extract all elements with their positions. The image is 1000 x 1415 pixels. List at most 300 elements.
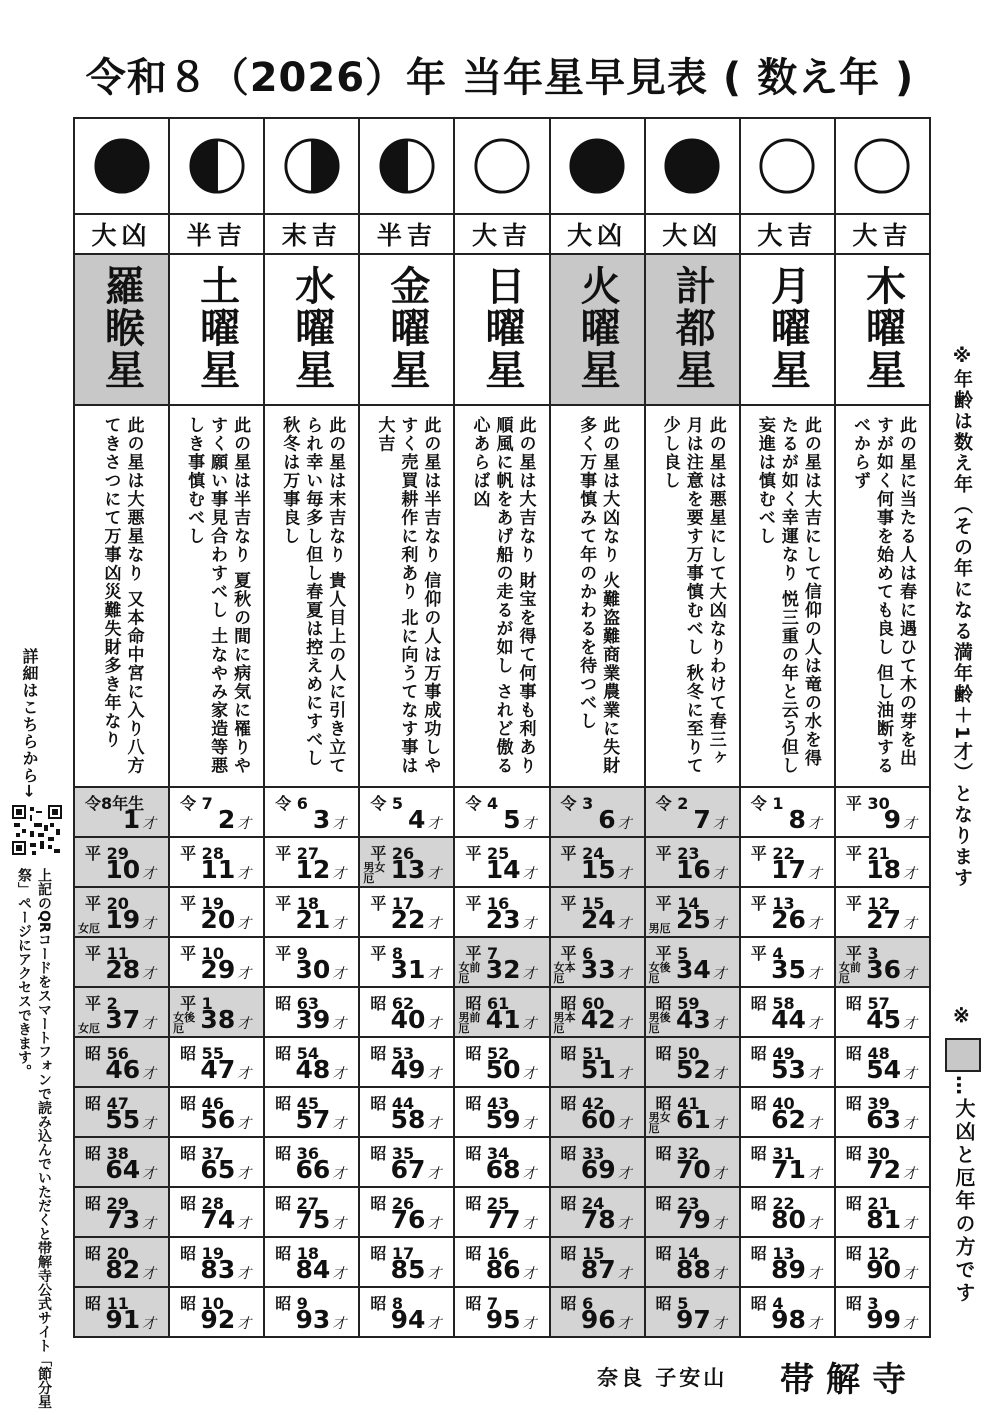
age-value [486, 1305, 537, 1334]
age-note: ※年齢は数え年（その年になる満年齢＋1才）となります [951, 345, 973, 889]
age-value [296, 1105, 347, 1134]
age-value [296, 905, 347, 934]
fortune-label: 大凶 [74, 214, 169, 254]
birth-era-year: 平 26 [370, 844, 415, 863]
age-value [771, 1255, 822, 1284]
age-cell [740, 937, 835, 987]
age-unit: 才 [617, 1116, 632, 1132]
age-unit: 才 [237, 1166, 252, 1182]
age-cell [740, 787, 835, 837]
description-cell [835, 405, 930, 787]
age-number: 96 [580, 1305, 616, 1334]
age-number: 55 [105, 1105, 141, 1134]
age-number: 26 [771, 905, 806, 934]
birth-era-year: 昭 41 [655, 1094, 700, 1113]
age-cell [835, 987, 930, 1037]
age-value [676, 1155, 727, 1184]
yakudoshi-label: 女厄 [78, 922, 100, 935]
birth-era-year: 平 17 [370, 894, 415, 913]
star-name: 火曜星 [574, 264, 622, 391]
age-number: 34 [675, 955, 711, 984]
age-unit: 才 [712, 816, 727, 832]
star-description: 此の星は大吉にして信仰の人は竜の水を得たるが如く幸運なり 悦三重の年と云う但し妄進は慎むべし [754, 416, 821, 775]
age-cell [74, 1137, 169, 1187]
moon-phase-full-black-icon [93, 137, 151, 195]
birth-era-year: 昭 5 [655, 1294, 689, 1313]
age-number: 76 [390, 1205, 426, 1234]
age-unit: 才 [237, 1066, 252, 1082]
birth-era-year: 平 24 [560, 844, 605, 863]
age-number: 38 [200, 1005, 236, 1034]
age-value [296, 855, 347, 884]
age-cell [454, 1087, 549, 1137]
age-cell [740, 1287, 835, 1337]
age-value [408, 805, 441, 834]
birth-era-year: 令 1 [750, 794, 784, 813]
age-unit: 才 [617, 1166, 632, 1182]
birth-era-year: 昭 27 [275, 1194, 320, 1213]
age-number: 66 [295, 1155, 331, 1184]
age-cell [264, 887, 359, 937]
birth-era-year: 平 28 [180, 844, 224, 863]
age-value [200, 1005, 251, 1034]
age-number: 48 [295, 1055, 331, 1084]
yakudoshi-label: 男本厄 [553, 1011, 576, 1035]
age-cell [550, 1137, 645, 1187]
age-number: 2 [217, 805, 236, 834]
age-unit: 才 [712, 866, 727, 882]
age-cell [169, 1287, 264, 1337]
age-unit: 才 [807, 1016, 822, 1032]
page-title: 令和８（2026）年 当年星早見表 ( 数え年 ) [85, 55, 915, 101]
age-value [391, 955, 442, 984]
age-number: 69 [580, 1155, 616, 1184]
age-number: 84 [295, 1255, 331, 1284]
birth-era-year: 平 2 [85, 994, 118, 1013]
age-number: 6 [598, 805, 616, 834]
age-unit: 才 [617, 816, 632, 832]
age-value [391, 1055, 442, 1084]
age-number: 63 [866, 1105, 901, 1134]
age-number: 81 [866, 1205, 901, 1234]
age-number: 22 [390, 905, 426, 934]
age-number: 15 [580, 855, 616, 884]
age-cell [264, 987, 359, 1037]
age-unit: 才 [903, 1116, 917, 1132]
age-number: 24 [580, 905, 616, 934]
age-number: 59 [485, 1105, 521, 1134]
birth-era-year: 令 4 [465, 794, 499, 813]
star-name: 日曜星 [478, 264, 526, 391]
age-row [74, 987, 930, 1037]
age-unit: 才 [712, 1216, 727, 1232]
age-cell [454, 987, 549, 1037]
age-cell [169, 1187, 264, 1237]
age-cell [740, 837, 835, 887]
birth-era-year: 平 20 [85, 894, 129, 913]
age-value [105, 1155, 156, 1184]
age-row [74, 787, 930, 837]
age-row [74, 1087, 930, 1137]
age-number: 10 [105, 855, 141, 884]
age-unit: 才 [522, 916, 537, 932]
age-value [105, 955, 156, 984]
birth-era-year: 昭 46 [180, 1094, 224, 1113]
age-cell [740, 1037, 835, 1087]
age-value [200, 855, 251, 884]
birth-era-year: 平 3 [845, 944, 879, 963]
birth-era-year: 昭 40 [750, 1094, 795, 1113]
birth-era-year: 昭 45 [275, 1094, 320, 1113]
age-unit: 才 [522, 1316, 537, 1332]
age-unit: 才 [807, 1116, 822, 1132]
age-value [866, 1105, 917, 1134]
star-name: 水曜星 [288, 264, 336, 391]
age-unit: 才 [332, 1316, 347, 1332]
age-value [105, 1055, 156, 1084]
age-unit: 才 [807, 1266, 822, 1282]
age-cell [740, 887, 835, 937]
age-number: 89 [771, 1255, 806, 1284]
age-unit: 才 [617, 966, 632, 982]
age-cell [835, 937, 930, 987]
age-unit: 才 [903, 866, 917, 882]
star-cell [359, 254, 454, 405]
birth-era-year: 平 30 [845, 794, 890, 813]
age-cell [74, 1287, 169, 1337]
yakudoshi-label: 男女厄 [648, 1111, 671, 1135]
age-cell [645, 1187, 740, 1237]
description-cell [359, 405, 454, 787]
birth-era-year: 昭 20 [85, 1244, 129, 1263]
birth-era-year: 令 2 [655, 794, 689, 813]
birth-era-year: 平 10 [180, 944, 224, 963]
age-cell [359, 1137, 454, 1187]
birth-era-year: 昭 56 [85, 1044, 129, 1063]
age-value [676, 1005, 727, 1034]
moon-cell [645, 118, 740, 214]
age-value [676, 855, 727, 884]
age-number: 50 [485, 1055, 521, 1084]
age-value [676, 905, 727, 934]
age-unit: 才 [237, 1316, 252, 1332]
birth-era-year: 令8年生 [85, 794, 145, 813]
age-value [200, 1205, 251, 1234]
age-cell [550, 987, 645, 1037]
age-cell [550, 1087, 645, 1137]
age-cell [550, 787, 645, 837]
age-number: 83 [200, 1255, 236, 1284]
age-unit: 才 [237, 1216, 252, 1232]
age-cell [835, 1087, 930, 1137]
age-number: 67 [390, 1155, 426, 1184]
age-value [693, 805, 726, 834]
age-cell [74, 837, 169, 887]
age-unit: 才 [712, 1066, 727, 1082]
age-number: 90 [866, 1255, 901, 1284]
age-unit: 才 [427, 1316, 442, 1332]
age-value [866, 955, 917, 984]
moon-cell [264, 118, 359, 214]
birth-era-year: 昭 7 [465, 1294, 499, 1313]
yakudoshi-label: 男前厄 [458, 1011, 481, 1035]
age-unit: 才 [903, 1266, 917, 1282]
birth-era-year: 昭 44 [370, 1094, 415, 1113]
star-cell [645, 254, 740, 405]
yakudoshi-label: 女前厄 [838, 961, 861, 985]
birth-era-year: 昭 13 [750, 1244, 795, 1263]
birth-era-year: 昭 19 [180, 1244, 224, 1263]
age-number: 31 [390, 955, 426, 984]
age-unit: 才 [617, 866, 632, 882]
age-cell [359, 887, 454, 937]
age-number: 87 [580, 1255, 616, 1284]
age-unit: 才 [142, 1266, 157, 1282]
birth-era-year: 平 18 [275, 894, 320, 913]
age-unit: 才 [807, 916, 822, 932]
age-number: 44 [771, 1005, 806, 1034]
star-name: 計都星 [669, 264, 717, 391]
birth-era-year: 昭 34 [465, 1144, 510, 1163]
age-cell [169, 987, 264, 1037]
age-value [296, 1055, 347, 1084]
birth-era-year: 昭 3 [845, 1294, 879, 1313]
star-cell [454, 254, 549, 405]
birth-era-year: 昭 15 [560, 1244, 605, 1263]
birth-era-year: 昭 28 [180, 1194, 224, 1213]
age-cell [454, 1187, 549, 1237]
age-value [486, 955, 537, 984]
birth-era-year: 昭 6 [560, 1294, 594, 1313]
age-number: 52 [675, 1055, 711, 1084]
birth-era-year: 平 7 [465, 944, 499, 963]
age-number: 36 [866, 955, 901, 984]
age-number: 82 [105, 1255, 141, 1284]
yakudoshi-label: 女本厄 [553, 961, 576, 985]
age-value [391, 1005, 442, 1034]
birth-era-year: 昭 60 [560, 994, 605, 1013]
fortune-label: 大凶 [645, 214, 740, 254]
birth-era-year: 平 13 [750, 894, 795, 913]
age-value [581, 1255, 632, 1284]
age-cell [264, 1037, 359, 1087]
age-cell [550, 937, 645, 987]
age-value [676, 1205, 727, 1234]
birth-era-year: 平 4 [750, 944, 784, 963]
footer-location: 奈良 子安山 [597, 1366, 728, 1390]
yakudoshi-label: 女後厄 [173, 1011, 196, 1035]
star-description: 此の星は大悪星なり 又本命中宮に入り八方てきさつにて万事凶災難失財多き年なり [100, 416, 144, 775]
age-unit: 才 [903, 1166, 917, 1182]
star-description: 此の星は大凶なり 火難盗難商業農業に失財多く万事慎みて年のかわるを待つべし [576, 416, 620, 775]
birth-era-year: 平 6 [560, 944, 594, 963]
age-number: 51 [580, 1055, 616, 1084]
age-unit: 才 [142, 1116, 157, 1132]
age-unit: 才 [807, 966, 822, 982]
age-value [105, 1305, 156, 1334]
age-cell [550, 1287, 645, 1337]
age-value [200, 1155, 251, 1184]
star-name: 羅睺星 [98, 264, 146, 391]
age-unit: 才 [237, 966, 252, 982]
age-value [581, 1105, 632, 1134]
age-unit: 才 [142, 866, 157, 882]
age-number: 88 [675, 1255, 711, 1284]
age-number: 86 [485, 1255, 521, 1284]
age-value [771, 1205, 822, 1234]
age-cell [550, 1237, 645, 1287]
age-value [391, 1105, 442, 1134]
age-unit: 才 [332, 866, 347, 882]
age-value [296, 1005, 347, 1034]
age-number: 32 [485, 955, 521, 984]
age-unit: 才 [617, 1066, 632, 1082]
legend-mark: ※ [953, 1003, 970, 1027]
age-cell [74, 1037, 169, 1087]
age-number: 98 [771, 1305, 806, 1334]
yakudoshi-label: 女前厄 [458, 961, 481, 985]
age-value [391, 905, 442, 934]
moon-cell [359, 118, 454, 214]
moon-phase-half-left-black-icon [378, 137, 436, 195]
description-cell [740, 405, 835, 787]
age-number: 72 [866, 1155, 901, 1184]
fortune-label: 末吉 [264, 214, 359, 254]
age-value [866, 1305, 917, 1334]
age-value [486, 1005, 537, 1034]
birth-era-year: 平 25 [465, 844, 510, 863]
age-value [884, 805, 917, 834]
birth-era-year: 昭 35 [370, 1144, 415, 1163]
age-number: 58 [390, 1105, 426, 1134]
age-unit: 才 [427, 916, 442, 932]
age-number: 79 [675, 1205, 711, 1234]
age-cell [264, 837, 359, 887]
age-number: 39 [295, 1005, 331, 1034]
birth-era-year: 昭 53 [370, 1044, 415, 1063]
age-unit: 才 [712, 966, 727, 982]
description-cell [264, 405, 359, 787]
age-value [391, 1255, 442, 1284]
age-cell [645, 887, 740, 937]
star-name: 土曜星 [193, 264, 241, 391]
age-unit: 才 [617, 1316, 632, 1332]
star-description: 此の星は半吉なり 信仰の人は万事成功しやすく売買耕作に利あり 北に向うてなす事は大吉 [374, 416, 441, 775]
moon-phase-white-icon [853, 137, 911, 195]
age-number: 28 [105, 955, 141, 984]
birth-era-year: 昭 24 [560, 1194, 605, 1213]
qr-instructions: 上記のQRコードをスマートフォンで読み込んでいただくと帯解寺公式サイト「節分星祭」ページにアクセスできます。 [16, 868, 52, 1409]
age-unit: 才 [142, 816, 157, 832]
birth-era-year: 昭 57 [845, 994, 890, 1013]
age-value [486, 855, 537, 884]
age-cell [454, 787, 549, 837]
age-unit: 才 [522, 816, 537, 832]
age-cell [359, 1187, 454, 1237]
age-cell [169, 887, 264, 937]
age-cell [740, 1237, 835, 1287]
age-number: 7 [693, 805, 711, 834]
age-unit: 才 [332, 1266, 347, 1282]
age-value [676, 1105, 727, 1134]
birth-era-year: 昭 51 [560, 1044, 605, 1063]
age-cell [550, 837, 645, 887]
age-cell [74, 787, 169, 837]
age-unit: 才 [237, 1116, 252, 1132]
age-cell [264, 787, 359, 837]
age-unit: 才 [903, 916, 917, 932]
age-unit: 才 [427, 866, 442, 882]
age-number: 12 [295, 855, 331, 884]
age-value [391, 855, 442, 884]
birth-era-year: 平 21 [845, 844, 890, 863]
birth-era-year: 令 3 [560, 794, 594, 813]
age-value [581, 1305, 632, 1334]
age-value [771, 1105, 822, 1134]
birth-era-year: 昭 9 [275, 1294, 308, 1313]
age-unit: 才 [142, 1166, 157, 1182]
age-value [200, 1255, 251, 1284]
birth-era-year: 昭 32 [655, 1144, 700, 1163]
birth-era-year: 平 23 [655, 844, 700, 863]
yakudoshi-label: 女後厄 [648, 961, 671, 985]
age-value [123, 805, 156, 834]
age-unit: 才 [332, 1166, 347, 1182]
age-unit: 才 [807, 1216, 822, 1232]
age-number: 54 [866, 1055, 901, 1084]
birth-era-year: 昭 21 [845, 1194, 890, 1213]
age-value [105, 1205, 156, 1234]
age-cell [645, 1037, 740, 1087]
age-number: 45 [866, 1005, 901, 1034]
qr-code-icon[interactable] [12, 805, 62, 855]
age-value [296, 1155, 347, 1184]
age-cell [359, 987, 454, 1037]
age-number: 37 [105, 1005, 141, 1034]
age-unit: 才 [427, 816, 442, 832]
birth-era-year: 令 6 [275, 794, 308, 813]
age-unit: 才 [332, 816, 347, 832]
birth-era-year: 昭 61 [465, 994, 510, 1013]
age-number: 9 [883, 805, 901, 834]
age-value [200, 905, 251, 934]
age-cell [835, 837, 930, 887]
birth-era-year: 昭 62 [370, 994, 415, 1013]
moon-phase-half-right-black-icon [283, 137, 341, 195]
age-value [581, 905, 632, 934]
birth-era-year: 昭 25 [465, 1194, 510, 1213]
age-unit: 才 [712, 1116, 727, 1132]
birth-era-year: 昭 31 [750, 1144, 795, 1163]
age-cell [645, 1137, 740, 1187]
age-unit: 才 [522, 866, 537, 882]
age-cell [835, 1187, 930, 1237]
birth-era-year: 昭 38 [85, 1144, 129, 1163]
age-cell [74, 1237, 169, 1287]
age-cell [169, 1137, 264, 1187]
moon-cell [454, 118, 549, 214]
age-cell [169, 787, 264, 837]
yakudoshi-label: 女厄 [78, 1022, 100, 1035]
star-cell [740, 254, 835, 405]
footer-temple-name: 帯解寺 [780, 1360, 918, 1400]
birth-era-year: 平 12 [845, 894, 890, 913]
age-row [74, 1187, 930, 1237]
birth-era-year: 昭 47 [85, 1094, 129, 1113]
age-cell [550, 887, 645, 937]
age-value [105, 1105, 156, 1134]
age-cell [169, 1037, 264, 1087]
